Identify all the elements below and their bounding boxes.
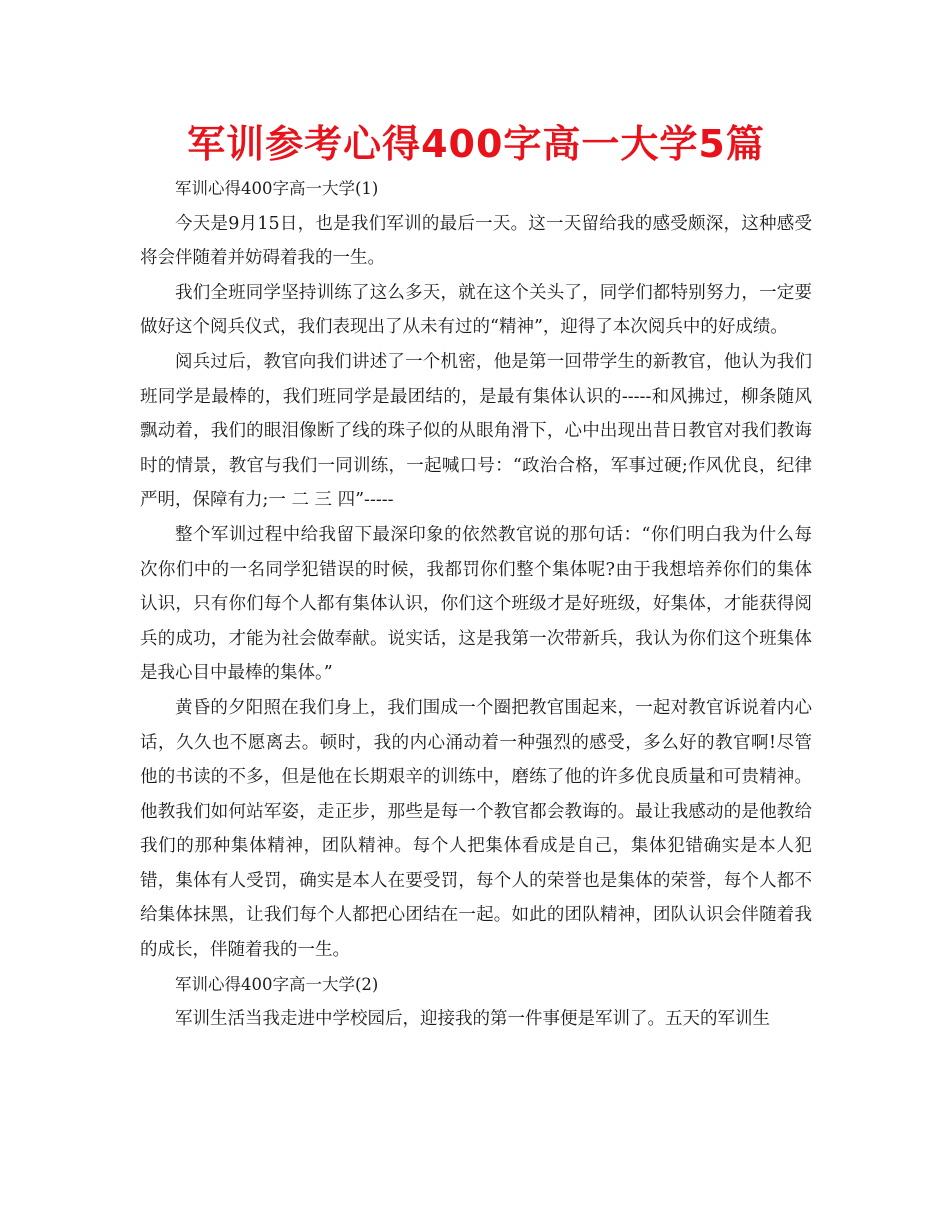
document-title: 军训参考心得400字高一大学5篇 bbox=[187, 122, 765, 166]
paragraph-1: 今天是9月15日，也是我们军训的最后一天。这一天留给我的感受颇深，这种感受将会伴随着并妨碍着我的一生。 bbox=[140, 213, 812, 269]
paragraph-6: 军训生活当我走进中学校园后，迎接我的第一件事便是军训了。五天的军训生 bbox=[175, 1009, 770, 1030]
paragraph-2: 我们全班同学坚持训练了这么多天，就在这个关头了，同学们都特别努力，一定要做好这个阅兵仪式，我们表现出了从未有过的“精神”，迎得了本次阅兵中的好成绩。 bbox=[140, 282, 812, 338]
paragraph-3: 阅兵过后，教官向我们讲述了一个机密，他是第一回带学生的新教官，他认为我们班同学是最棒的，我们班同学是最团结的，是最有集体认识的-----和风拂过，柳条随风飘动着，我们的眼泪像断了线的珠子似的从眼角滑下，心中出现出昔日教官对我们教诲时的情景，教官与我们一同训练，一起喊口号：“政治合格，军事过硬;作风优良，纪律严明，保障有力;一 二 三 四”----- bbox=[140, 351, 812, 511]
section-heading-2: 军训心得400字高一大学(2) bbox=[175, 974, 379, 994]
document-page bbox=[140, 118, 812, 1037]
paragraph-5: 黄昏的夕阳照在我们身上，我们围成一个圈把教官围起来，一起对教官诉说着内心话，久久也不愿离去。顿时，我的内心涌动着一种强烈的感受，多么好的教官啊!尽管他的书读的不多，但是他在长期艰辛的训练中，磨练了他的许多优良质量和可贵精神。他教我们如何站军姿，走正步，那些是每一个教官都会教诲的。最让我感动的是他教给我们的那种集体精神，团队精神。每个人把集体看成是自己，集体犯错确实是本人犯错，集体有人受罚，确实是本人在要受罚，每个人的荣誉也是集体的荣誉，每个人都不给集体抹黑，让我们每个人都把心团结在一起。如此的团队精神，团队认识会伴随着我的成长，伴随着我的一生。 bbox=[140, 697, 812, 961]
section-heading-1: 军训心得400字高一大学(1) bbox=[175, 179, 379, 198]
paragraph-4: 整个军训过程中给我留下最深印象的依然教官说的那句话：“你们明白我为什么每次你们中的一名同学犯错误的时候，我都罚你们整个集体呢?由于我想培养你们的集体认识，只有你们每个人都有集体认识，你们这个班级才是好班级，好集体，才能获得阅兵的成功，才能为社会做奉献。说实话，这是我第一次带新兵，我认为你们这个班集体是我心目中最棒的集体。” bbox=[140, 524, 812, 684]
